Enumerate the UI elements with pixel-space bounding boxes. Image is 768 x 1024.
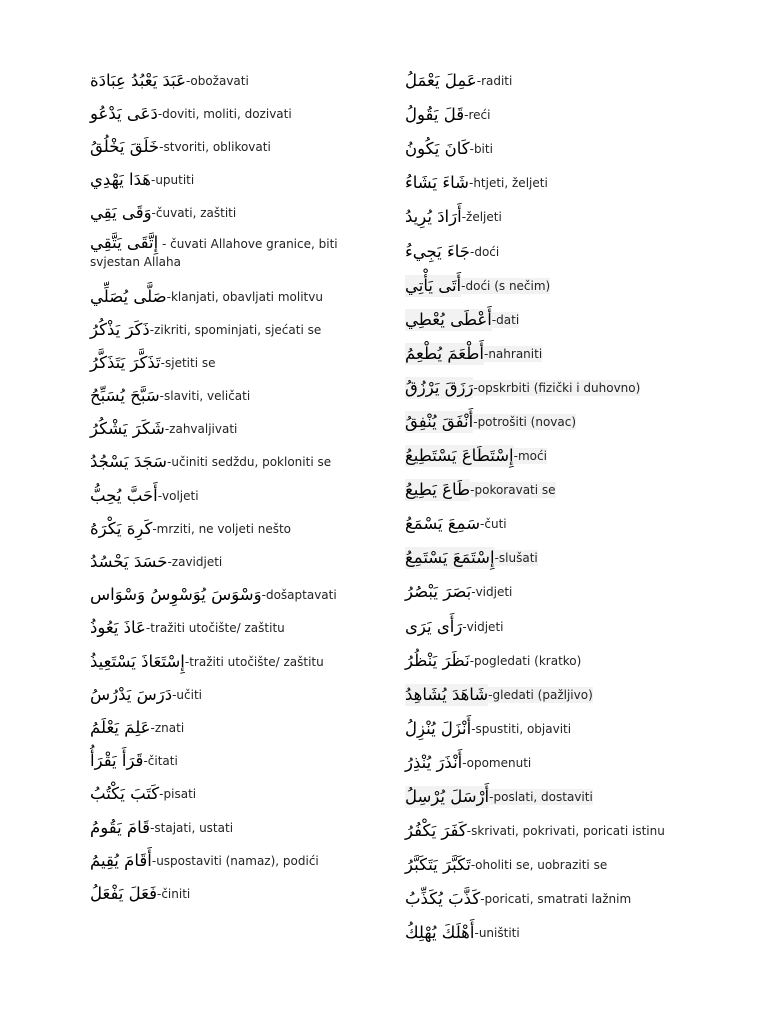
vocab-entry (90, 280, 380, 313)
vocab-entry (90, 380, 380, 413)
separator: - (186, 73, 191, 88)
meaning: opomenuti (466, 755, 532, 770)
meaning: doći (474, 244, 500, 259)
meaning: pogledati (kratko) (474, 653, 582, 668)
meaning: doći (s nečim) (465, 278, 551, 293)
vocab-entry (405, 473, 745, 507)
arabic-verb: شَكَرَ يَشْكُرُ (90, 419, 165, 439)
separator: - (470, 858, 476, 873)
meaning: uspostaviti (namaz), podići (156, 853, 319, 868)
arabic-verb: رَزَقَ يَرْزُقُ (405, 377, 474, 397)
vocab-entry (90, 313, 380, 346)
vocab-entry (90, 197, 380, 230)
arabic-verb: طَاعَ يَطِيعُ (405, 480, 471, 500)
vocab-entry (90, 446, 380, 479)
vocab-entry (405, 269, 745, 303)
arabic-verb: أَتَى يَأْتِي (405, 275, 462, 295)
arabic-verb: حَسَدَ يَحْسُدُ (90, 552, 168, 572)
meaning: mrziti, ne voljeti nešto (156, 521, 292, 536)
arabic-verb: صَلَّى يُصَلِّي (90, 286, 167, 306)
meaning: stvoriti, oblikovati (163, 139, 271, 154)
arabic-verb: فَعَلَ يَفْعَلُ (90, 883, 157, 903)
vocab-entry (90, 877, 380, 910)
separator: - (166, 289, 171, 304)
arabic-verb: بَصَرَ يَبْصُرُ (405, 582, 472, 602)
separator: - (471, 721, 476, 736)
vocab-entry (405, 678, 745, 712)
arabic-verb: كَرِهَ يَكْرَهُ (90, 518, 153, 538)
separator: - (167, 555, 172, 570)
separator: - (474, 926, 479, 941)
vocab-entry (405, 98, 745, 132)
meaning: došaptavati (265, 588, 337, 603)
separator: - (150, 720, 155, 735)
arabic-verb: كَذَّبَ يُكَذِّبُ (405, 889, 481, 909)
vocab-entry (90, 612, 380, 645)
vocab-entry (90, 811, 380, 844)
separator: - (158, 236, 171, 251)
meaning: raditi (481, 74, 513, 89)
arabic-verb: أَحَبَّ يُحِبُّ (90, 485, 158, 505)
separator: - (476, 74, 482, 89)
vocab-entry (405, 200, 745, 234)
separator: - (480, 517, 485, 532)
arabic-verb: إِسْتَعَاذَ يَسْتَعِيذُ (90, 651, 185, 671)
meaning: oholiti se, uobraziti se (475, 858, 608, 873)
meaning: nahraniti (488, 346, 543, 361)
arabic-verb: قَلَ يَقُولُ (405, 105, 465, 125)
arabic-verb: أَنْذَرَ يُنْذِرُ (405, 752, 463, 772)
separator: - (184, 654, 190, 669)
arabic-verb: عَاذَ يَعُوذُ (90, 618, 146, 638)
arabic-verb: إِسْتَمَعَ يَسْتَمِعُ (405, 548, 495, 568)
separator: - (469, 653, 475, 668)
arabic-verb: أَعْطَى يُعْطِي (405, 309, 492, 329)
vocab-entry (405, 644, 745, 678)
vocab-entry (405, 507, 745, 541)
vocab-entry (405, 712, 745, 746)
meaning: čitati (147, 754, 178, 769)
separator: - (160, 355, 165, 370)
meaning: htjeti, željeti (473, 176, 548, 191)
meaning: poricati, smatrati lažnim (484, 892, 632, 907)
arabic-verb: قَرَأَ يَقْرَأُ (90, 751, 144, 771)
meaning: sjetiti se (165, 355, 216, 370)
separator: - (480, 892, 485, 907)
separator: - (164, 422, 170, 437)
arabic-verb: قَامَ يَقُومُ (90, 817, 151, 837)
meaning: znati (154, 720, 185, 735)
arabic-verb: سَمِعَ يَسْمَعُ (405, 514, 481, 534)
meaning: uništiti (478, 926, 520, 941)
separator: - (157, 106, 163, 121)
vocab-entry (405, 303, 745, 337)
meaning: pisati (163, 787, 197, 802)
arabic-verb: جَاءَ يَجِيءُ (405, 241, 470, 261)
vocab-entry (90, 545, 380, 578)
meaning: čuti (484, 517, 507, 532)
arabic-verb: عَلِمَ يَعْلَمُ (90, 717, 151, 737)
separator: - (471, 585, 476, 600)
arabic-verb: عَمِلَ يَعْمَلُ (405, 71, 477, 91)
separator: - (513, 449, 518, 464)
vocab-entry (90, 479, 380, 512)
separator: - (143, 754, 148, 769)
separator: - (159, 389, 164, 404)
vocab-entry (405, 882, 745, 916)
separator: - (159, 139, 164, 154)
arabic-verb: تَكَبَّرَ يَتَكَبَّرُ (405, 855, 471, 875)
arabic-verb: كَانَ يَكُونُ (405, 139, 470, 159)
vocab-entry (405, 746, 745, 780)
arabic-verb: رَأَى يَرَى (405, 616, 463, 636)
meaning: moći (517, 449, 547, 464)
arabic-verb: إِسْتَطَاعَ يَسْتَطِيعُ (405, 446, 514, 466)
separator: - (469, 142, 474, 157)
meaning: pokoravati se (474, 483, 556, 498)
vocab-entry (90, 346, 380, 379)
arabic-verb: أَطْعَمَ يُطْعِمُ (405, 343, 484, 363)
arabic-verb: شَاهَدَ يُشَاهِدُ (405, 684, 489, 704)
arabic-verb: أَنْزَلَ يُنْزِلُ (405, 718, 472, 738)
meaning: činiti (161, 886, 191, 901)
separator: - (468, 176, 474, 191)
vocab-entry (405, 132, 745, 166)
vocab-entry (405, 541, 745, 575)
separator: - (461, 210, 467, 225)
separator: - (466, 824, 472, 839)
meaning: uputiti (155, 173, 195, 188)
separator: - (261, 588, 266, 603)
arabic-verb: ذَكَرَ يَذْكُرُ (90, 319, 150, 339)
vocab-entry (90, 97, 380, 130)
meaning: voljeti (162, 488, 199, 503)
arabic-verb: أَهْلَكَ يُهْلِكُ (405, 923, 475, 943)
arabic-verb: خَلَقَ يَخْلُقُ (90, 136, 160, 156)
vocab-entry (405, 610, 745, 644)
vocab-entry (90, 230, 380, 280)
separator: - (157, 488, 163, 503)
arabic-verb: نَظَرَ يَنْظُرُ (405, 650, 470, 670)
vocab-entry (90, 64, 380, 97)
meaning: vidjeti (475, 585, 513, 600)
vocab-entry (405, 848, 745, 882)
meaning: čuvati Allahove granice, biti svjestan Allaha (90, 236, 338, 269)
vocab-entry (405, 337, 745, 371)
arabic-verb: أَنْفَقَ يُنْفِقُ (405, 411, 474, 431)
meaning: doviti, moliti, dozivati (162, 106, 292, 121)
meaning: klanjati, obavljati molitvu (170, 289, 323, 304)
arabic-verb: هَدَا يَهْدِي (90, 170, 151, 190)
separator: - (473, 414, 478, 429)
vocab-entry (90, 844, 380, 877)
arabic-verb: سَجَدَ يَسْجُدُ (90, 452, 168, 472)
arabic-verb: عَبَدَ يَعْبُدُ عِبَادَة (90, 70, 187, 90)
separator: - (150, 173, 156, 188)
vocab-entry (405, 575, 745, 609)
separator: - (483, 346, 489, 361)
arabic-verb: دَرَسَ يَدْرُسُ (90, 684, 173, 704)
arabic-verb: شَاءَ يَشَاءُ (405, 173, 469, 193)
separator: - (159, 787, 164, 802)
meaning: dati (496, 312, 520, 327)
vocab-entry (405, 371, 745, 405)
vocab-entry (405, 814, 745, 848)
vocab-entry (405, 234, 745, 268)
arabic-verb: أَرْسَلَ يُرْسِلُ (405, 787, 490, 807)
arabic-verb: تَذَكَّرَ يَتَذَكَّرُ (90, 352, 161, 372)
separator: - (149, 322, 155, 337)
vocab-entry (405, 405, 745, 439)
meaning: reći (468, 108, 491, 123)
separator: - (151, 206, 156, 221)
separator: - (489, 790, 494, 805)
separator: - (151, 853, 157, 868)
vocab-entry (405, 916, 745, 950)
vocab-entry (90, 130, 380, 163)
meaning: potrošiti (novac) (477, 414, 577, 429)
arabic-verb: وَسْوَسَ يُوَسْوِسُ وَسْوَاس (90, 585, 262, 605)
separator: - (462, 619, 467, 634)
meaning: spustiti, objaviti (475, 721, 572, 736)
left-column (90, 64, 380, 911)
separator: - (470, 244, 475, 259)
vocab-entry (90, 778, 380, 811)
separator: - (491, 312, 497, 327)
separator: - (150, 820, 155, 835)
vocab-entry (405, 64, 745, 98)
meaning: zikriti, spominjati, sjećati se (154, 322, 322, 337)
separator: - (470, 483, 475, 498)
separator: - (464, 108, 469, 123)
arabic-verb: دَعَى يَدْعُو (90, 103, 158, 123)
separator: - (145, 621, 151, 636)
arabic-verb: وَقَى يَقِي (90, 203, 152, 223)
vocab-entry (90, 413, 380, 446)
vocab-entry (90, 645, 380, 678)
meaning: željeti (466, 210, 502, 225)
meaning: učiniti sedždu, pokloniti se (171, 455, 332, 470)
vocab-entry (405, 780, 745, 814)
arabic-verb: أَقَامَ يُقِيمُ (90, 850, 152, 870)
meaning: obožavati (190, 73, 249, 88)
separator: - (152, 521, 157, 536)
meaning: biti (473, 142, 493, 157)
meaning: tražiti utočište/ zaštitu (189, 654, 324, 669)
separator: - (473, 380, 478, 395)
separator: - (494, 551, 499, 566)
meaning: čuvati, zaštiti (155, 206, 237, 221)
arabic-verb: كَتَبَ يَكْتُبُ (90, 784, 160, 804)
meaning: zahvaljivati (169, 422, 238, 437)
vocab-entry (90, 579, 380, 612)
meaning: skrivati, pokrivati, poricati istinu (471, 824, 665, 839)
meaning: tražiti utočište/ zaštitu (150, 621, 285, 636)
arabic-verb: أَرَادَ يُرِيدُ (405, 207, 462, 227)
right-column (405, 64, 745, 950)
arabic-verb: سَبَّحَ يُسَبِّحُ (90, 386, 160, 406)
vocab-entry (90, 512, 380, 545)
arabic-verb: كَفَرَ يَكْفُرُ (405, 821, 467, 841)
meaning: slaviti, veličati (164, 389, 251, 404)
vocab-entry (90, 745, 380, 778)
meaning: poslati, dostaviti (493, 790, 593, 805)
vocab-entry (405, 439, 745, 473)
meaning: učiti (176, 687, 202, 702)
meaning: opskrbiti (fizički i duhovno) (477, 380, 641, 395)
meaning: stajati, ustati (154, 820, 234, 835)
separator: - (488, 687, 493, 702)
vocab-entry (90, 164, 380, 197)
separator: - (461, 278, 466, 293)
vocab-entry (90, 711, 380, 744)
separator: - (167, 455, 172, 470)
meaning: gledati (pažljivo) (492, 687, 593, 702)
vocab-entry (90, 678, 380, 711)
arabic-verb: إِتَّقَى يَتَّقِي (90, 232, 159, 252)
separator: - (156, 886, 162, 901)
meaning: vidjeti (466, 619, 504, 634)
separator: - (172, 687, 177, 702)
meaning: slušati (498, 551, 538, 566)
vocab-entry (405, 166, 745, 200)
meaning: zavidjeti (171, 555, 223, 570)
separator: - (462, 755, 467, 770)
